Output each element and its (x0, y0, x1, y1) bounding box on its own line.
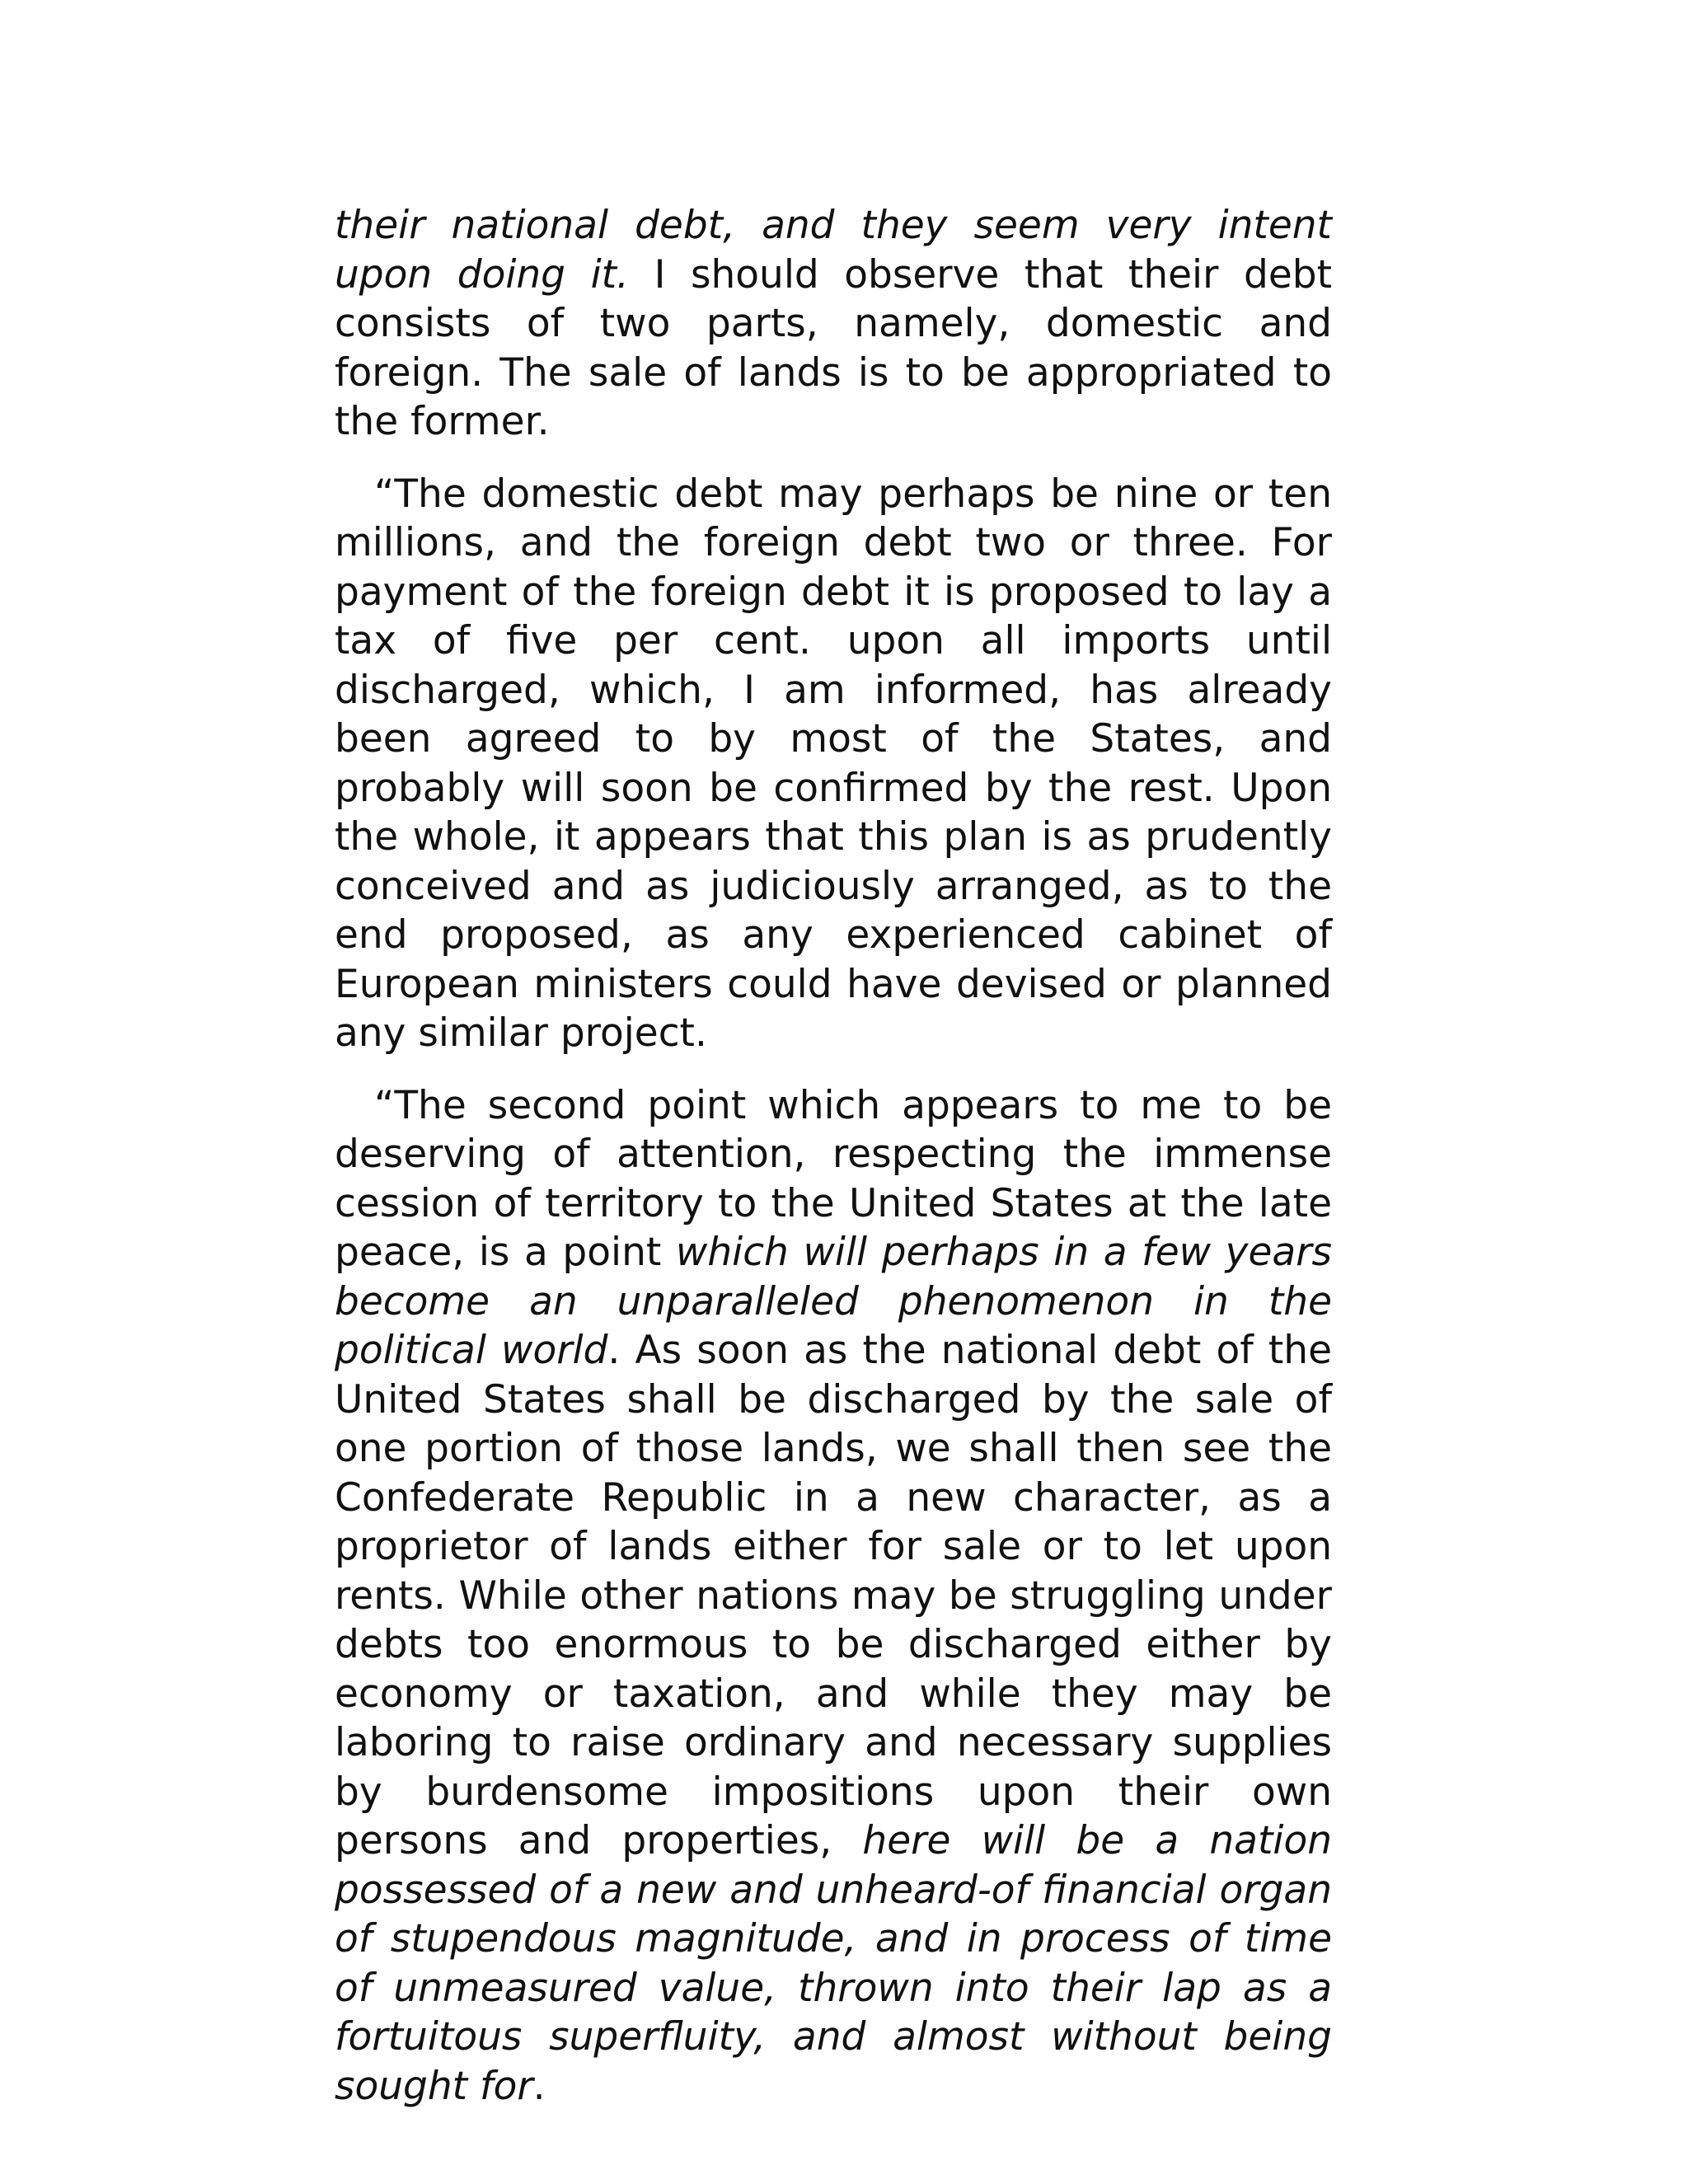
text-run-italic: here will be a nation possessed of a new and unheard-of financial organ of stupendous magnitude, and in process of time of unmeasured value, thrown into their lap as a fortuitous superfluity, and almost without being sought for (335, 1818, 1332, 2109)
text-run: “The second point which appears to me to be deserving of attention, respecting the immense cession of territory to the United States at the late peace, is a point (335, 1082, 1332, 1275)
text-run: . As soon as the national debt of the United States shall be discharged by the sale of one portion of those lands, we shall then see the Confederate Republic in a new character, as a proprietor of lands either for sale or to let upon rents. While other nations may be struggling under debts too enormous to be discharged either by economy or taxation, and while they may be laboring to raise ordinary and necessary supplies by burdensome impositions upon their own persons and properties, (335, 1328, 1332, 1863)
body-text (335, 201, 1332, 2134)
text-run: “The domestic debt may perhaps be nine or ten millions, and the foreign debt two or three. For payment of the foreign debt it is proposed to lay a tax of five per cent. upon all imports until discharged, which, I am informed, has already been agreed to by most of the States, and probably will soon be confirmed by the rest. Upon the whole, it appears that this plan is as prudently conceived and as judiciously arranged, as to the end proposed, as any experienced cabinet of European ministers could have devised or planned any similar project. (335, 471, 1332, 1056)
paragraph-3 (335, 1081, 1332, 2111)
text-run: . (532, 2063, 546, 2109)
text-run-italic: which will perhaps in a few years become an unparalleled phenomenon in the political world (335, 1230, 1333, 1373)
text-run: I should observe that their debt consists of two parts, namely, domestic and foreign. The sale of lands is to be appropriated to the former. (335, 251, 1332, 444)
text-run-italic: their national debt, and they seem very intent upon doing it. (335, 203, 1332, 298)
paragraph-1 (335, 201, 1332, 447)
paragraph-2 (335, 470, 1332, 1058)
